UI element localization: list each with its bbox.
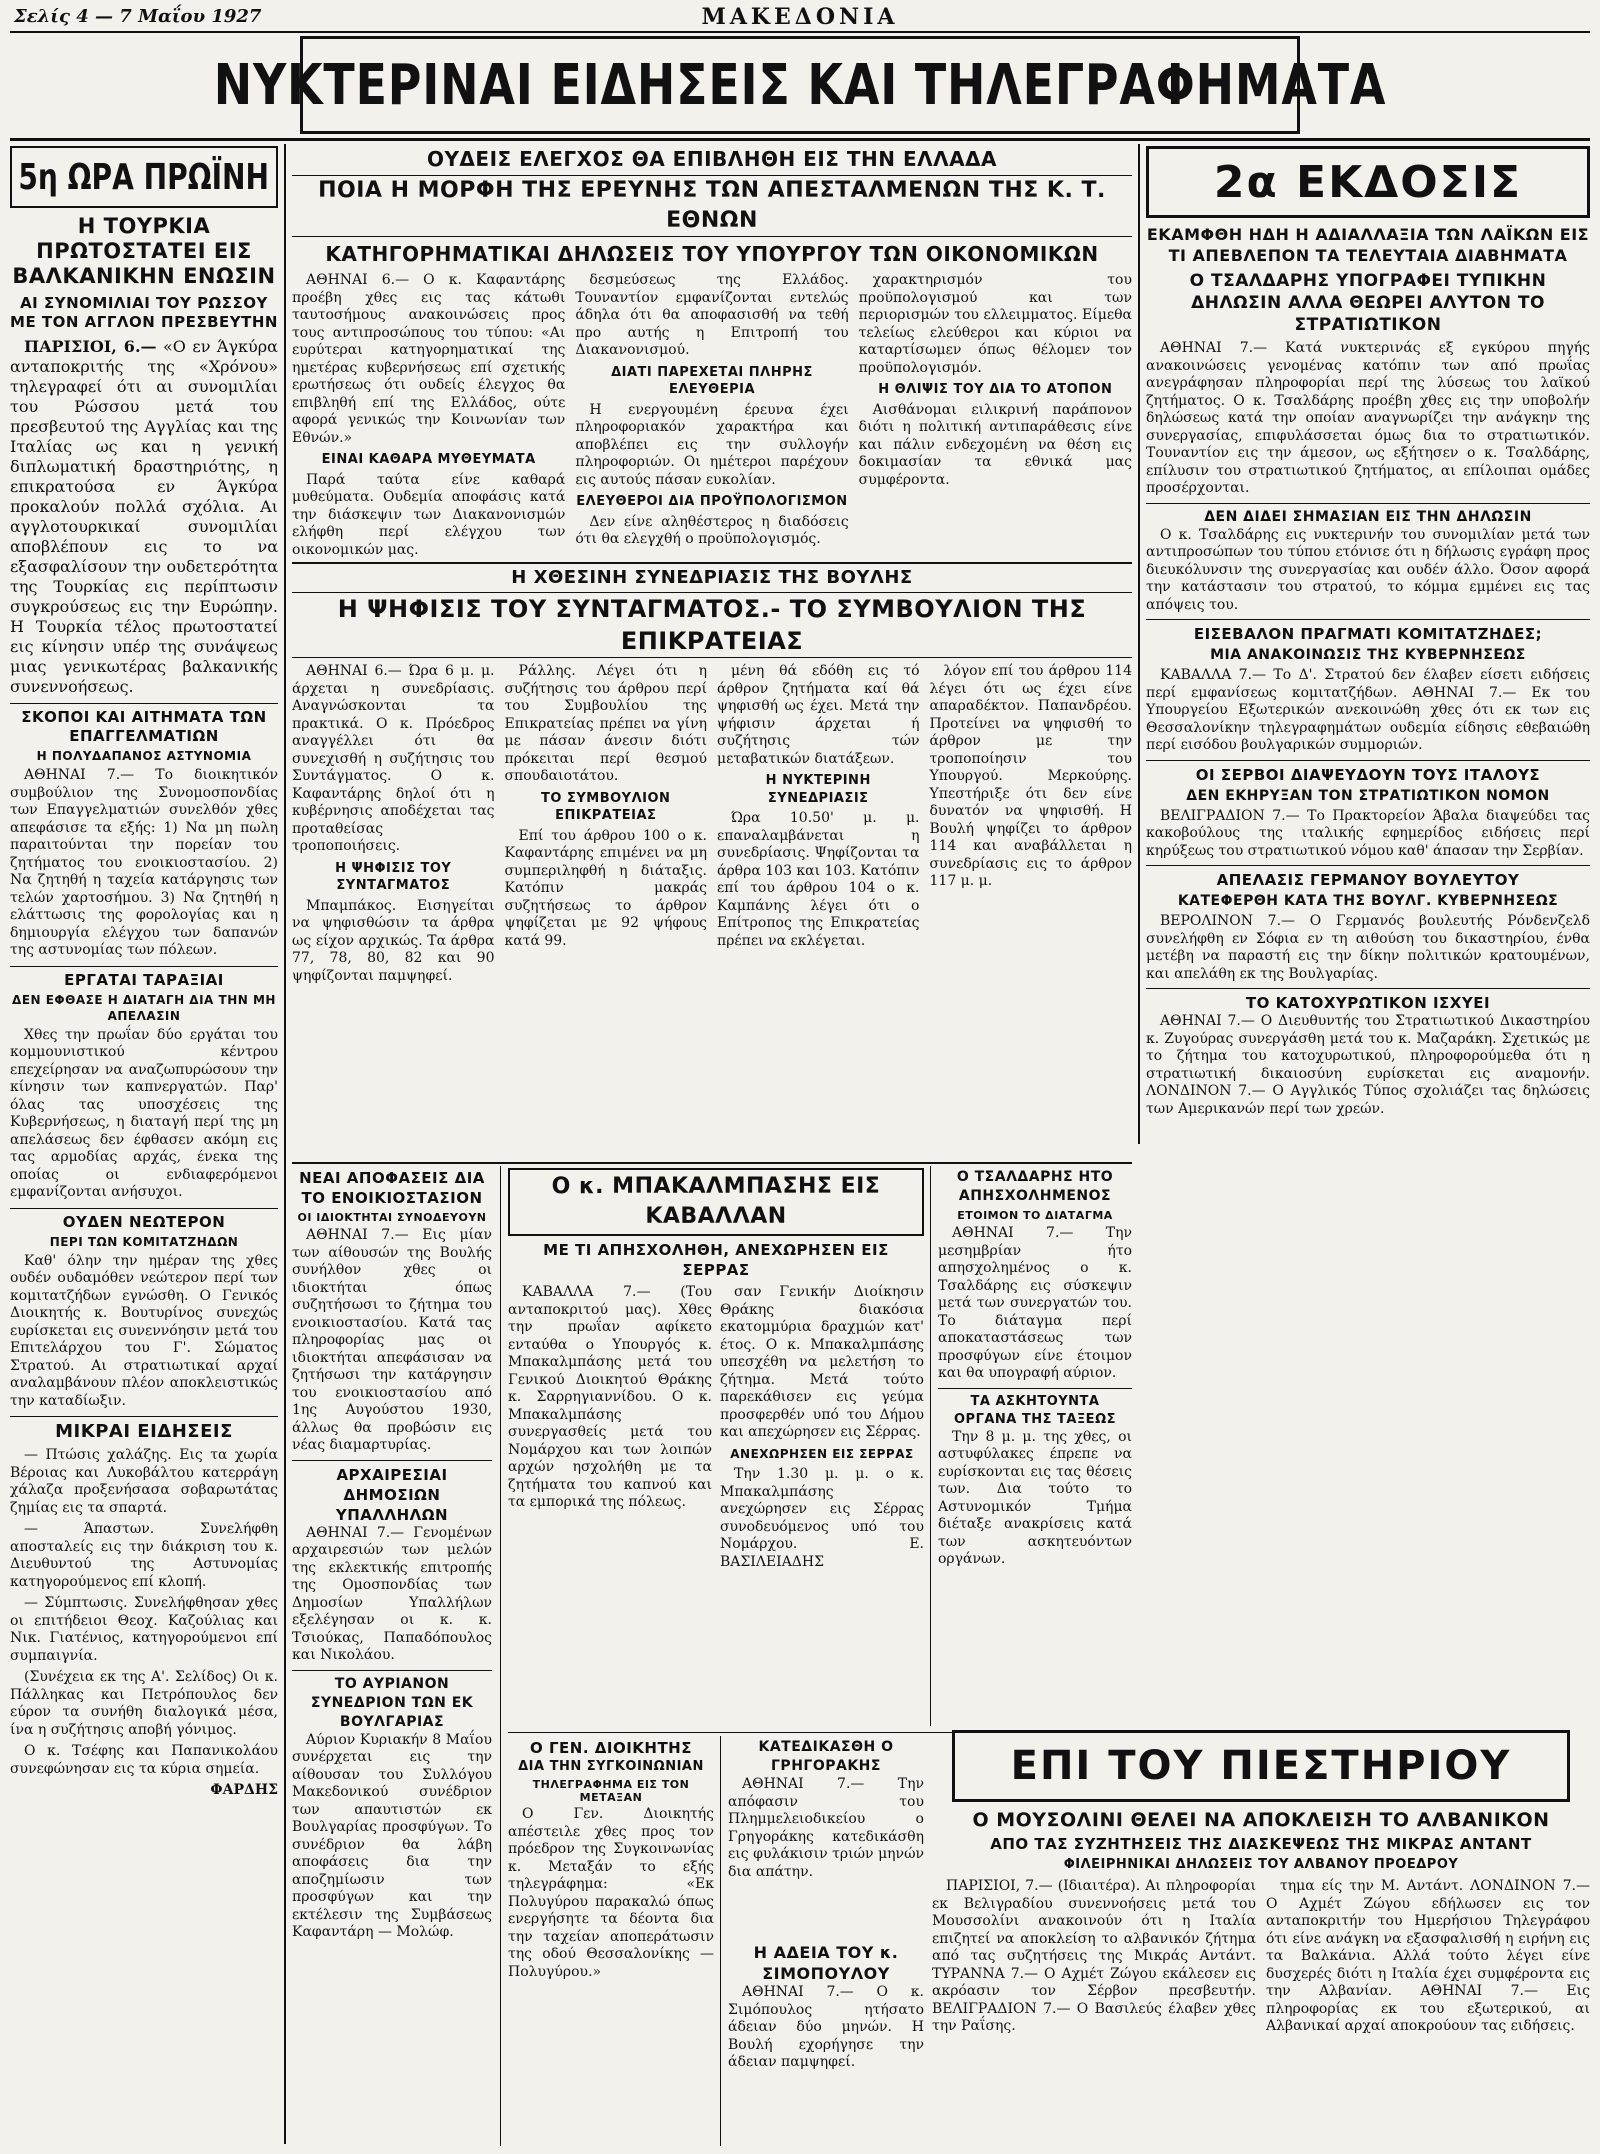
- headline: ΕΡΓΑΤΑΙ ΤΑΡΑΞΙΑΙ: [64, 970, 224, 989]
- subheadline: ΚΑΤΕΦΕΡΘΗ ΚΑΤΑ ΤΗΣ ΒΟΥΛΓ. ΚΥΒΕΡΝΗΣΕΩΣ: [1177, 893, 1559, 909]
- headline: Η ΨΗΦΙΣΙΣ ΤΟΥ ΣΥΝΤΑΓΜΑΤΟΣ.- ΤΟ ΣΥΜΒΟΥΛΙΟΝ ΤΗΣ ΕΠΙΚΡΑΤΕΙΑΣ: [292, 592, 1132, 658]
- article-body: ΑΘΗΝΑΙ 7.— Γενομένων αρχαιρεσιών των μελών της εκλεκτικής επιτροπής της Ομοσπονδίας των Δημοσίων Υπαλλήλων εξελέγησαν οι κ. κ. Τσιούκας, Παπαδόπουλος και Νικολάου.: [292, 1524, 492, 1663]
- article-body: λόγον επί του άρθρου 114 λέγει ότι ως έχει είνε απαραδέκτον. Παπανδρέου. Προτείνει να ψηφισθή το άρθρον με την τροποποίησιν του Υπουργού. Μερκούρης. Υπεστήριξε ότι δεν είνε δυνατόν να ψηφισθή. Η Βουλή ψηφίζει το άρθρον 114 και αναβάλλεται η συνεδρίασις εις το άρθρον 117 μ. μ.: [929, 663, 1132, 889]
- headline: ΑΡΧΑΙΡΕΣΙΑΙ ΔΗΜΟΣΙΩΝ ΥΠΑΛΛΗΛΩΝ: [335, 1465, 449, 1524]
- edition-label: 2α ΕΚΔΟΣΙΣ: [1213, 156, 1523, 208]
- headline: ΝΕΑΙ ΑΠΟΦΑΣΕΙΣ ΔΙΑ ΤΟ ΕΝΟΙΚΙΟΣΤΑΣΙΟΝ: [299, 1169, 485, 1207]
- headline: Ο ΓΕΝ. ΔΙΟΙΚΗΤΗΣ: [530, 1739, 692, 1757]
- article-body: ΚΑΒΑΛΛΑ 7.— Το Δ'. Στρατού δεν έλαβεν είσετι ειδήσεις περί εμφανίσεως κομιτατζήδων. ΑΘΗΝΑΙ 7.— Εκ του Υπουργείου Εξωτερικών ανεκοινώθη χθες ότι εκ των εις Θεσσαλονίκην τηλεγραφημάτων ουδεμία είδησις εθεβαιώθη περί εισόδου βουλγαρικών συμμοριών.: [1146, 667, 1590, 753]
- article-housing: [292, 1168, 492, 1455]
- kicker: ΟΥΔΕΙΣ ΕΛΕΓΧΟΣ ΘΑ ΕΠΙΒΛΗΘΗ ΕΙΣ ΤΗΝ ΕΛΛΑΔΑ: [426, 147, 998, 171]
- article-body: Την 1.30 μ. μ. ο κ. Μπακαλμπάσης ανεχώρησεν εις Σέρρας συνοδευόμενος υπό του Νομάρχου. Ε. ΒΑΣΙΛΕΙΑΔΗΣ: [720, 1466, 924, 1570]
- article-bulgarian-refugees: [292, 1675, 492, 1942]
- subheadline: Η ΠΟΛΥΔΑΠΑΝΟΣ ΑΣΤΥΝΟΜΙΑ: [36, 749, 252, 763]
- subheadline: ΟΙ ΙΔΙΟΚΤΗΤΑΙ ΣΥΝΟΔΕΥΟΥΝ: [297, 1211, 487, 1224]
- headline: ΟΥΔΕΝ ΝΕΩΤΕΡΟΝ: [62, 1212, 226, 1231]
- article-body: Μπαμπάκος. Εισηγείται να ψηφισθώσιν τα άρθρα ως είχον αρχικώς. Τα άρθρα 77, 78, 80, 82 και 90 ψηφίζονται παμψηφεί.: [292, 897, 495, 984]
- subheadline: Ο ΜΟΥΣΟΛΙΝΙ ΘΕΛΕΙ ΝΑ ΑΠΟΚΛΕΙΣΗ ΤΟ ΑΛΒΑΝΙΚΟΝ: [972, 1809, 1550, 1831]
- article-turkey: [10, 214, 278, 697]
- section-heading: ΑΝΕΧΩΡΗΣΕΝ ΕΙΣ ΣΕΡΡΑΣ: [730, 1446, 914, 1461]
- headline: ΑΠΕΛΑΣΙΣ ΓΕΡΜΑΝΟΥ ΒΟΥΛΕΥΤΟΥ: [1216, 871, 1520, 889]
- article-body: χαρακτηρισμόν του προϋπολογισμού και των περιορισμών του ελλειμματος. Είμεθα τελείως ελεύθεροι και κύριοι να καταρτίσωμεν όπως θέλομεν τον προϋπολογισμόν.: [858, 272, 1132, 376]
- article-body: ΑΘΗΝΑΙ 7.— Την μεσημβρίαν ήτο απησχολημένος ο κ. Τσαλδάρης εις σύσκεψιν μετά των συνεργατών του. Το διάταγμα περί αποκαταστάσεως των προσφύγων είνε έτοιμον και θα υπογραφή αύριον.: [938, 1225, 1132, 1381]
- section-heading: Η ΝΥΚΤΕΡΙΝΗ ΣΥΝΕΔΡΙΑΣΙΣ: [765, 773, 871, 806]
- page-info: Σελίς 4 — 7 Μαΐου 1927: [14, 6, 262, 27]
- news-item: (Συνέχεια εκ της Α'. Σελίδος) Οι κ. Πάλληκας και Πετρόπουλος δεν εύρον τα συνήθη διαλογικά μέσα, ίνα η συζήτησις αποβή γόνιμος.: [10, 1669, 278, 1738]
- article-body: Η ενεργουμένη έρευνα έχει πληροφοριακόν χαρακτήρα και αποβλέπει εις την συλλογήν πληροφοριών. Οι ημέτεροι παρέχουν εις αυτούς πάσαν ευκολίαν.: [575, 401, 849, 488]
- article-governor: [508, 1738, 714, 2146]
- headline: ΜΙΚΡΑΙ ΕΙΔΗΣΕΙΣ: [55, 1421, 233, 1442]
- banner: [213, 36, 1387, 134]
- article-laikoi: [1146, 224, 1590, 498]
- subheadline: ΔΕΝ ΕΦΘΑΣΕ Η ΔΙΑΤΑΓΗ ΔΙΑ ΤΗΝ ΜΗ ΑΠΕΛΑΣΙΝ: [12, 992, 276, 1023]
- subheadline: Ο ΤΣΑΛΔΑΡΗΣ ΥΠΟΓΡΑΦΕΙ ΤΥΠΙΚΗΝ ΔΗΛΩΣΙΝ ΑΛΛΑ ΘΕΩΡΕΙ ΑΛΥΤΟΝ ΤΟ ΣΤΡΑΤΙΩΤΙΚΟΝ: [1189, 271, 1547, 335]
- article-body: δεσμεύσεως της Ελλάδος. Τουναντίον εμφανίζονται εντελώς άδηλα ότι θα αποφασισθή να τεθή προ αυτής η Επιτροπή του Διακανονισμού.: [575, 272, 849, 358]
- article-body: Ο Γεν. Διοικητής απέστειλε χθες προς τον πρόεδρον της Συγκοινωνίας κ. Μεταξάν το εξής τηλεγράφημα: «Εκ Πολυγύρου παρακαλώ όπως ενεργήσητε τα δέοντα δια την ταχείαν αποπεράτωσιν της οδού Θεσσαλονίκης — Πολυγύρου.»: [508, 1806, 714, 1980]
- left-column: [10, 146, 278, 2146]
- headline: ΚΑΤΕΔΙΚΑΣΘΗ Ο ΓΡΗΓΟΡΑΚΗΣ: [758, 1739, 894, 1774]
- news-item: Ο κ. Τσέφης και Παπανικολάου συνεφώνησαν εις τα κύρια σημεία.: [10, 1743, 278, 1777]
- edition-box: [1146, 146, 1590, 218]
- article-tsaldaris-busy: [938, 1168, 1132, 1383]
- article-body: σαν Γενικήν Διοίκησιν Θράκης διακόσια εκατομμύρια δραχμών κατ' έτος. Ο κ. Μπακαλμπάσης υπεσχέθη να μελετήση το ζήτημα. Μετά τούτο παρεκάθισεν εις γεύμα προσφερθέν υπό του Δήμου και απεχώρησεν εις Σέρρας.: [720, 1284, 924, 1440]
- article-komitadjis: [10, 1213, 278, 1411]
- article-declaration: [1146, 508, 1590, 615]
- subheadline: ΑΙ ΣΥΝΟΜΙΛΙΑΙ ΤΟΥ ΡΩΣΣΟΥ ΜΕ ΤΟΝ ΑΓΓΛΟΝ ΠΡΕΣΒΕΥΤΗΝ: [10, 294, 278, 331]
- article-body: Ο κ. Τσαλδάρης εις νυκτερινήν του συνομιλίαν μετά των αντιπροσώπων του τύπου ετόνισε ότι η δήλωσις εγράφη προς διευκόλυνσιν της συνεργασίας και ουδέν άλλο. Όσον αφορά την κατάστασιν του στρατού, το κόμμα εμμένει εις τας απόψεις του.: [1146, 526, 1590, 613]
- article-body: τημα είς την Μ. Αντάντ. ΛΟΝΔΙΝΟΝ 7.— Ο Αχμέτ Ζώγου εδήλωσεν εις τον ανταποκριτήν του Ημερήσιου Τηλεγράφου ότι είνε ανάγκη να εξασφαλισθή η ειρήνη εις τα Βαλκάνια. Αλλά τούτο λέγει είνε δυσχερές διότι η Ιταλία έχει συμφέροντα εις την Αλβανίαν. ΑΘΗΝΑΙ 7.— Εις πληροφορίας εκ του εξωτερικού, αι Αλβανικαί αρχαί αποκρούουν τας ειδήσεις.: [1266, 1878, 1590, 2034]
- banner-title: ΝΥΚΤΕΡΙΝΑΙ ΕΙΔΗΣΕΙΣ ΚΑΙ ΤΗΛΕΓΡΑΦΗΜΑΤΑ: [213, 52, 1387, 118]
- subheadline: ΔΕΝ ΕΚΗΡΥΞΑΝ ΤΟΝ ΣΤΡΑΤΙΩΤΙΚΟΝ ΝΟΜΟΝ: [1186, 787, 1550, 804]
- article-police: [938, 1393, 1132, 1569]
- headline: Ο κ. ΜΠΑΚΑΛΜΠΑΣΗΣ ΕΙΣ ΚΑΒΑΛΛΑΝ: [551, 1174, 881, 1229]
- article-body: Καθ' όλην την ημέραν της χθες ουδέν ουδαμόθεν νεώτερον περί των κομιτατζήδων εγνώσθη. Ο Γενικός Διοικητής κ. Βουτυρίνος συνεχώς ευρίσκεται εις συνεννόησιν μετά του Επιτελάρχου του Γ'. Σώματος Στρατού. Αι στρατιωτικαί αρχαί αναλαμβάνουν πλέον αποκλειστικώς την καταδίωξιν.: [10, 1252, 278, 1409]
- section-heading: Η ΘΛΙΨΙΣ ΤΟΥ ΔΙΑ ΤΟ ΑΤΟΠΟΝ: [878, 382, 1113, 397]
- article-workers: [10, 971, 278, 1202]
- news-item: — Σύμπτωσις. Συνελήφθησαν χθες οι επιτήδειοι Θεοχ. Καζούλιας και Νικ. Γιατένιος, κατηγορούμενοι επί συμπαιγνία.: [10, 1595, 278, 1664]
- article-body: ΑΘΗΝΑΙ 7.— Την απόφασιν του Πλημμελειοδικείου ο Γρηγοράκης κατεδικάσθη εις φυλάκισιν τριών μηνών δια απάτην.: [728, 1776, 924, 1880]
- article-body: Ώρα 10.50' μ. μ. επαναλαμβάνεται η συνεδρίασις. Ψηφίζονται τα άρθρα 103 και 103. Κατόπιν επί του άρθρου 104 ο κ. Καμπάνης λέγει ότι ο Επίτροπος της Επικρατείας πρέπει να εκλέγεται.: [717, 810, 920, 949]
- article-body: Παρά ταύτα είνε καθαρά μυθεύματα. Ουδεμία αποφάσις κατά την διάσκεψιν των Διακανονισμών ελήφθη περί ελέγχου των οικονομικών μας.: [292, 471, 566, 558]
- article-katochyrotikon: [1146, 993, 1590, 1118]
- headline: Η ΑΔΕΙΑ ΤΟΥ κ. ΣΙΜΟΠΟΥΛΟΥ: [753, 1943, 899, 1983]
- right-column: [1146, 146, 1590, 1146]
- headline: Η ΤΟΥΡΚΙΑ ΠΡΩΤΟΣΤΑΤΕΙ ΕΙΣ ΒΑΛΚΑΝΙΚΗΝ ΕΝΩΣΙΝ: [12, 214, 276, 288]
- subheadline: ΚΑΤΗΓΟΡΗΜΑΤΙΚΑΙ ΔΗΛΩΣΕΙΣ ΤΟΥ ΥΠΟΥΡΓΟΥ ΤΩΝ ΟΙΚΟΝΟΜΙΚΩΝ: [325, 242, 1099, 266]
- dateline: ΠΑΡΙΣΙΟΙ, 6.—: [24, 337, 157, 356]
- article-body: ΑΘΗΝΑΙ 7.— Το διοικητικόν συμβούλιον της Συνομοσπονδίας των Επαγγελματιών συνελθόν χθες απεφάσισε τα εξής: 1) Να μη πωλη παραιτούνται την πορείαν του ζητήματος του ενοικιοστασίου. 2) Να ζητηθή η ταχεία κατάργησις των τελών χαρτοσήμου. 3) Να ζητηθή η ελάττωσις της φορολογίας και η δημιουργία ελέγχου των δαπανών της αστυνομίας των πόλεων.: [10, 767, 278, 958]
- headline: ΕΙΣΕΒΑΛΟΝ ΠΡΑΓΜΑΤΙ ΚΟΜΙΤΑΤΖΗΔΕΣ;: [1193, 625, 1543, 643]
- headline: ΕΠΙ ΤΟΥ ΠΙΕΣΤΗΡΙΟΥ: [1010, 1743, 1512, 1789]
- article-serbs: [1146, 765, 1590, 861]
- edition-label: 5η ΩΡΑ ΠΡΩΪΝΗ: [18, 156, 270, 198]
- article-invasion: [1146, 624, 1590, 755]
- parliament-article: [292, 566, 1132, 1046]
- article-body: ΑΘΗΝΑΙ 6.— Ο κ. Καφαντάρης προέβη χθες εις τας κάτωθι ταυτοσήμους ανακοινώσεις προς τους αντιπροσώπους του τύπου: «Αι ευρύτεραι κατηγορηματικαί της ημετέρας κυβερνήσεως επί σχετικής ερωτήσεως ότι ουδείς έλεγχος θα επιβληθή επί της Ελλάδος, ούτε αφορά γενικώς την Κοινωνίαν των Εθνών.»: [292, 272, 566, 446]
- article-grigorakis: [728, 1738, 924, 1938]
- article-body: Επί του άρθρου 100 ο κ. Καφαντάρης επιμένει να μη συμπεριληφθή η διάταξις. Κατόπιν μακράς συζητήσεως το άρθρον ψηφίζεται με 92 ψήφους κατά 99.: [504, 827, 707, 949]
- article-body: ΑΘΗΝΑΙ 7.— Ο Διευθυντής του Στρατιωτικού Δικαστηρίου κ. Ζυγούρας συνεργάσθη μετά του κ. Μαζαράκη. Σχετικώς με το ζήτημα του κατοχυρωτικού, πληροφορούμεθα ότι η στρατιωτική δικαιοσύνη ευρίσκεται εις αναμονήν. ΛΟΝΔΙΝΟΝ 7.— Ο Αγγλικός Τύπος σχολιάζει τας δηλώσεις των Αμερικανών περί των χρεών.: [1146, 1013, 1590, 1117]
- headline: ΤΑ ΑΣΚΗΤΟΥΝΤΑ ΟΡΓΑΝΑ ΤΗΣ ΤΑΞΕΩΣ: [954, 1393, 1116, 1427]
- article-body: ΒΕΛΙΓΡΑΔΙΟΝ 7.— Το Πρακτορείον Άβαλα διαψεύδει τας κακοβούλους της ιταλικής εφημερίδος ειδήσεις περί κηρύξεως του στρατιωτικού νόμου καθ' άπασαν την Σερβίαν.: [1146, 807, 1590, 859]
- article-body: ΑΘΗΝΑΙ 6.— Ώρα 6 μ. μ. άρχεται η συνεδρίασις. Αναγνώσκονται τα πρακτικά. Ο κ. Πρόεδρος αναγγέλλει ότι θα συνεχισθή η συζήτησις του Συντάγματος. Ο κ. Καφαντάρης δηλοί ότι η κυβέρνησις αποδέχεται τας προταθείσας τροποποιήσεις.: [292, 663, 495, 854]
- kicker: Η ΧΘΕΣΙΝΗ ΣΥΝΕΔΡΙΑΣΙΣ ΤΗΣ ΒΟΥΛΗΣ: [511, 567, 913, 588]
- headline: ΤΟ ΑΥΡΙΑΝΟΝ ΣΥΝΕΔΡΙΟΝ ΤΩΝ ΕΚ ΒΟΥΛΓΑΡΙΑΣ: [310, 1675, 474, 1730]
- article-professionals: [10, 708, 278, 960]
- section-heading: Η ΨΗΦΙΣΙΣ ΤΟΥ ΣΥΝΤΑΓΜΑΤΟΣ: [335, 860, 452, 893]
- article-body: Την 8 μ. μ. της χθες, οι αστυφύλακες έπρεπε να ευρίσκονται εις τας θέσεις των. Δια τούτο το Αστυνομικόν Τμήμα διέταξε ανακρίσεις κατά των ασκητευόντων οργάνων.: [938, 1428, 1132, 1567]
- article-body: μένη θά εδόθη εις τό άρθρον ζητήματα καί θά ψηφισθή ως έχει. Μετά την ψήφισιν άρχεται ή συζήτησις τών μεταβατικών διατάξεων.: [717, 663, 920, 767]
- subheadline: ΜΕ ΤΙ ΑΠΗΣΧΟΛΗΘΗ, ΑΝΕΧΩΡΗΣΕΝ ΕΙΣ ΣΕΡΡΑΣ: [543, 1241, 889, 1279]
- article-body: Ράλλης. Λέγει ότι η συζήτησις του άρθρου περί του Συμβουλίου της Επικρατείας πρέπει να γίνη με πάσαν άνεσιν διότι πρόκειται περί θεσμού σπουδαιοτάτου.: [504, 663, 707, 784]
- news-item: — Πτώσις χαλάζης. Εις τα χωρία Βέροιας και Λυκοβάλτου κατερράγη χάλαζα προξενήσασα σοβαρωτάτας ζημίας εις τα σπαρτά.: [10, 1447, 278, 1516]
- section-heading: ΕΙΝΑΙ ΚΑΘΑΡΑ ΜΥΘΕΥΜΑΤΑ: [321, 452, 536, 467]
- article-body: ΑΘΗΝΑΙ 7.— Κατά νυκτερινάς εξ εγκύρου πηγής ανακοινώσεις γενομένας κατόπιν των από πρωΐας ανεγράφησαν πληροφορίαι περί της λύσεως του λαϊκού ζητήματος. Ο κ. Τσαλδάρης προέβη χθες εις την υποβολήν δηλώσεως κατά την οποίαν αναγνωρίζει την ανάγκην της συνεργασίας, επιφυλάσσεται όμως δια το στρατιωτικόν. Τουναντίον εις την άμεσον, ως εξήτησεν ο κ. Τσαλδάρης, επίλυσιν του στρατιωτικού ζητήματος, αι επίλοιπαι ομάδες προσέρχονται.: [1146, 340, 1590, 496]
- article-body: ΒΕΡΟΛΙΝΟΝ 7.— Ο Γερμανός βουλευτής Ρόνδενζελδ συνελήφθη εν Σόφια εν τη αιθούση του δικαστηρίου, ένθα μετέβη να παραστή εις την δίκην πολιτικών κρατουμένων, και απελάθη εκ της Βουλγαρίας.: [1146, 913, 1590, 982]
- subheadline: ΠΕΡΙ ΤΩΝ ΚΟΜΙΤΑΤΖΗΔΩΝ: [49, 1234, 239, 1249]
- section-heading: ΤΗΛΕΓΡΑΦΗΜΑ ΕΙΣ ΤΟΝ ΜΕΤΑΞΑΝ: [532, 1778, 690, 1804]
- article-body: ΑΘΗΝΑΙ 7.— Εις μίαν των αίθουσών της Βουλής συνήλθον χθες οι ιδιοκτήται όπως συζητήσωσι το ζήτημα του ενοικιοστασίου. Κατά τας πληροφορίας μας οι ιδιοκτήται απεφάσισαν να ζητήσωσι την κατάργησιν του ενοικιοστασίου από 1ης Αυγούστου 1930, άλλως θα προβώσιν εις νέας διαμαρτυρίας.: [292, 1227, 492, 1453]
- headline: ΣΚΟΠΟΙ ΚΑΙ ΑΙΤΗΜΑΤΑ ΤΩΝ ΕΠΑΓΓΕΛΜΑΤΙΩΝ: [21, 708, 267, 745]
- subheadline: ΜΙΑ ΑΝΑΚΟΙΝΩΣΙΣ ΤΗΣ ΚΥΒΕΡΝΗΣΕΩΣ: [1210, 647, 1526, 663]
- subheadline: ΔΙΑ ΤΗΝ ΣΥΓΚΟΙΝΩΝΙΑΝ: [518, 1759, 704, 1774]
- headline: ΕΚΑΜΦΘΗ ΗΔΗ Η ΑΔΙΑΛΛΑΞΙΑ ΤΩΝ ΛΑΪΚΩΝ ΕΙΣ ΤΙ ΑΠΕΒΛΕΠΟΝ ΤΑ ΤΕΛΕΥΤΑΙΑ ΔΙΑΒΗΜΑΤΑ: [1146, 225, 1590, 265]
- article-body: Χθες την πρωΐαν δύο εργάται του κομμουνιστικού κέντρου επεχείρησαν να αναζωπυρώσουν την κίνησιν των καπνεργατών. Παρ' όλας τας υποσχέσεις της Κυβερνήσεως, η διαταγή περί της μη απελάσεως δεν έφθασεν ακόμη εις τας αρμοδίας αρχάς, ένεκα της οποίας οι ενδιαφερόμενοι εμφανίζονται ανήσυχοι.: [10, 1026, 278, 1200]
- section-heading: ΔΙΑΤΙ ΠΑΡΕΧΕΤΑΙ ΠΛΗΡΗΣ ΕΛΕΥΘΕΡΙΑ: [611, 364, 813, 397]
- article-kavala: [508, 1168, 924, 1728]
- article-body: «Ο εν Άγκύρα ανταποκριτής της «Χρόνου» τηλεγραφεί ότι αι συνομιλίαι του Ρώσσου μετά του πρεσβευτού της Αγγλίας και της Ιταλίας ως και η γενική διπλωματική δραστηριότης, η επικρατούσα εν Άγκύρα προκαλούν πολλά σχόλια. Αι αγγλοτουρκικαί συνομιλίαι αποβλέπουν εις το να εξασφαλίσουν την ουδετερότητα της Τουρκίας εις περίπτωσιν συγκρούσεως εις την Ευρώπην. Η Τουρκία τέλος πρωτοστατεί εις κίνησιν υπέρ της συνάψεως μιας γενικωτέρας βαλκανικής συνεννοήσεως.: [10, 337, 278, 696]
- headline: ΟΙ ΣΕΡΒΟΙ ΔΙΑΨΕΥΔΟΥΝ ΤΟΥΣ ΙΤΑΛΟΥΣ: [1195, 765, 1541, 784]
- section-heading: ΕΛΕΥΘΕΡΟΙ ΔΙΑ ΠΡΟΫΠΟΛΟΓΙΣΜΟΝ: [576, 494, 848, 509]
- paper-name: ΜΑΚΕΔΟΝΙΑ: [701, 4, 899, 30]
- headline: ΔΕΝ ΔΙΔΕΙ ΣΗΜΑΣΙΑΝ ΕΙΣ ΤΗΝ ΔΗΛΩΣΙΝ: [1204, 508, 1532, 525]
- article-body: ΚΑΒΑΛΛΑ 7.— (Του ανταποκριτού μας). Χθες την πρωΐαν αφίκετο ενταύθα ο Υπουργός κ. Μπακαλμπάσης μετά του Γενικού Διοικητού Θράκης κ. Σαρρηγιαννίδου. Ο κ. Μπακαλμπάσης συνεργασθείς μετά του Νομάρχου και των λοιπών αρχών ησχολήθη με τα ζητήματα του καπνού και τα εμπορικά της πόλεως.: [508, 1284, 712, 1510]
- article-body: Αύριον Κυριακήν 8 Μαΐου συνέρχεται εις την αίθουσαν του Συλλόγου Μακεδονικού συνέδριον των απαυτιστών εκ Βουλγαρίας προσφύγων. Το συνέδριον θα λάβη αποφάσεις δια την αποζημίωσιν των προσφύγων και την εκτέλεσιν της Συμβάσεως Καφαντάρη — Μολώφ.: [292, 1731, 492, 1940]
- article-body: ΠΑΡΙΣΙΟΙ, 7.— (Ιδιαιτέρα). Αι πληροφορίαι εκ Βελιγραδίου συνεννοήσεις μετά του Μουσσολίνι ανακοινούν ότι η Ιταλία επιζητεί να αποκλείση το αλβανικόν ζήτημα από τας συζητήσεις της Μικράς Αντάντ. ΤΥΡΑΝΝΑ 7.— Ο Αχμέτ Ζώγου εκάλεσεν εις ακρόασιν τον Σέρβον πρεσβευτήν. ΒΕΛΙΓΡΑΔΙΟΝ 7.— Ο Βασιλεύς έλαβεν χθες την Ραΐσης.: [932, 1878, 1256, 2034]
- headline: Ο ΤΣΑΛΔΑΡΗΣ ΗΤΟ ΑΠΗΣΧΟΛΗΜΕΝΟΣ: [956, 1169, 1114, 1204]
- article-german-mp: [1146, 870, 1590, 983]
- lead-article: [292, 146, 1132, 556]
- section-heading: ΦΙΛΕΙΡΗΝΙΚΑΙ ΔΗΛΩΣΕΙΣ ΤΟΥ ΑΛΒΑΝΟΥ ΠΡΟΕΔΡΟΥ: [1063, 1857, 1459, 1872]
- article-body: Αισθάνομαι ειλικρινή παράπονον διότι η πολιτική αντιπαράθεσις είνε και πάλιν ενδεχομένη να θέση εις δοκιμασίαν τα εθνικά μας συμφέροντα.: [858, 401, 1132, 488]
- edition-box: [10, 146, 278, 208]
- lower-left-column: [292, 1168, 492, 2146]
- headline: ΤΟ ΚΑΤΟΧΥΡΩΤΙΚΟΝ ΙΣΧΥΕΙ: [1245, 994, 1491, 1012]
- section-heading: ΤΟ ΣΥΜΒΟΥΛΙΟΝ ΕΠΙΚΡΑΤΕΙΑΣ: [541, 790, 671, 823]
- signature: ΦΑΡΔΗΣ: [210, 1782, 278, 1798]
- subheadline: ΕΤΟΙΜΟΝ ΤΟ ΔΙΑΤΑΓΜΑ: [957, 1209, 1113, 1222]
- article-body: ΑΘΗΝΑΙ 7.— Ο κ. Σιμόπουλος ητήσατο άδειαν δύο μηνών. Η Βουλή εχορήγησε την άδειαν παμψηφεί.: [728, 1984, 924, 2070]
- article-simopoulos: [728, 1942, 924, 2146]
- subheadline: ΑΠΟ ΤΑΣ ΣΥΖΗΤΗΣΕΙΣ ΤΗΣ ΔΙΑΣΚΕΨΕΩΣ ΤΗΣ ΜΙΚΡΑΣ ΑΝΤΑΝΤ: [990, 1835, 1532, 1853]
- article-short-news: [10, 1421, 278, 1800]
- news-item: — Άπαστων. Συνελήφθη αποσταλείς εις την διάκριση του κ. Διευθυντού της Αστυνομίας κατηγορούμενος επί κλοπή.: [10, 1521, 278, 1590]
- article-civil-servants: [292, 1465, 492, 1665]
- press-section: [932, 1730, 1590, 2146]
- article-body: Δεν είνε αληθέστερος η διαδόσεις ότι θα ελεγχθή ο προϋπολογισμός.: [575, 513, 849, 547]
- headline: ΠΟΙΑ Η ΜΟΡΦΗ ΤΗΣ ΕΡΕΥΝΗΣ ΤΩΝ ΑΠΕΣΤΑΛΜΕΝΩΝ ΤΗΣ Κ. Τ. ΕΘΝΩΝ: [292, 175, 1132, 237]
- center-right-column: [938, 1168, 1132, 1728]
